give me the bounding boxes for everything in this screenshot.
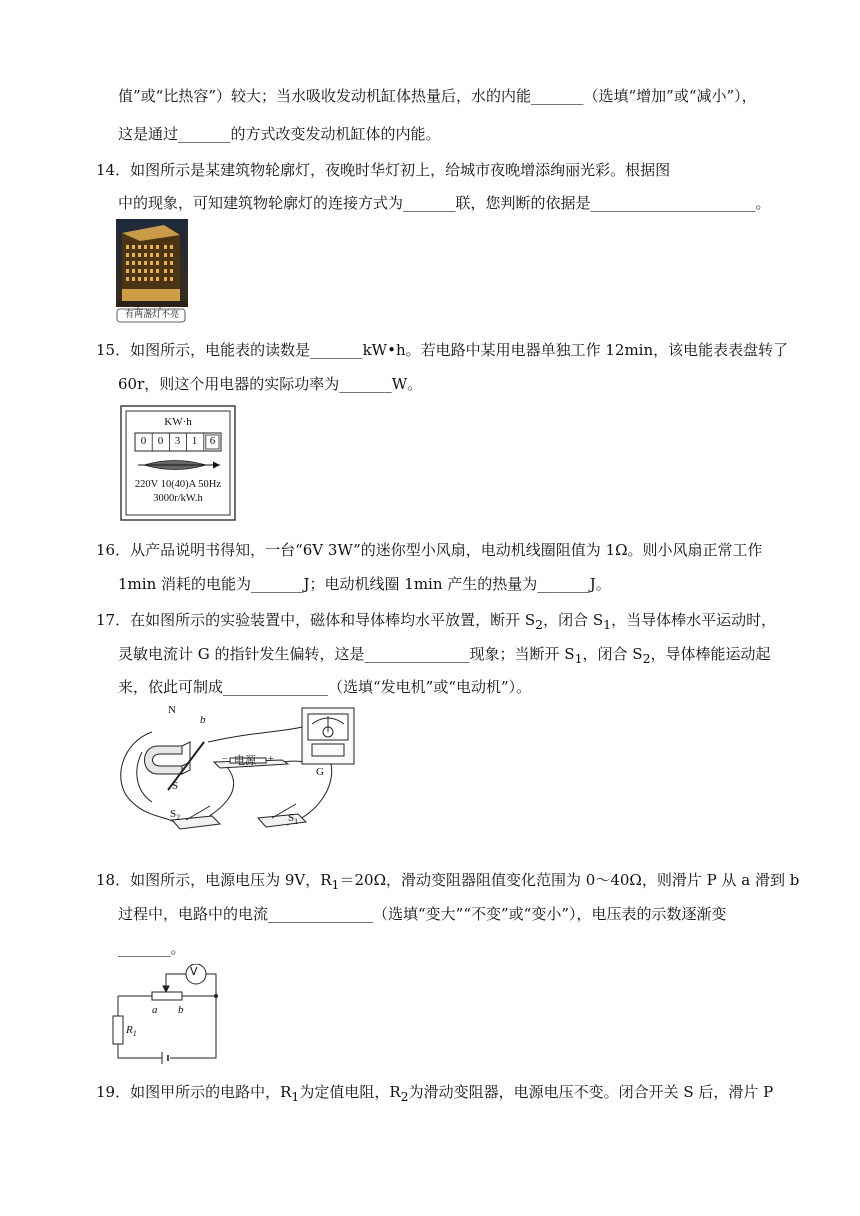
q15-line-1: 15．如图所示，电能表的读数是_______kW•h。若电路中某用电器单独工作 12min，该电能表表盘转了	[96, 341, 789, 359]
power-supply-label: 电源	[234, 754, 256, 767]
induction-apparatus-drawing	[112, 702, 382, 842]
galvanometer-g-label: G	[316, 766, 324, 778]
q13-line-1: 值”或“比热容”）较大；当水吸收发动机缸体热量后，水的内能_______（选填“增加”或“减小”），	[118, 87, 757, 105]
rheostat-circuit-drawing	[112, 964, 224, 1064]
q18-line-1: 18．如图所示，电源电压为 9V，$R_1=20\Omega$，滑动变阻器阻值变化范围为 0～40Ω，则滑片 P 从 a 滑到 b	[96, 871, 800, 892]
q18-line-2: 过程中，电路中的电流______________（选填“变大”“不变”或“变小”），电压表的示数逐渐变	[118, 905, 727, 923]
rheostat-end-b: b	[178, 1004, 184, 1016]
induction-apparatus-figure	[112, 702, 382, 842]
magnet-n-label: N	[168, 704, 176, 716]
rod-b-label: b	[200, 714, 206, 726]
switch-s1-label: $S_1$	[288, 812, 299, 827]
q17-line-1: 17．在如图所示的实验装置中，磁体和导体棒均水平放置，断开 $S_2$，闭合 $S_1$，当导体棒水平运动时，	[96, 611, 777, 632]
meter-digit-5: 6	[209, 435, 216, 447]
resistor-r1-label: $R_1$	[126, 1024, 137, 1039]
q16-line-1: 16．从产品说明书得知，一台“6V 3W”的迷你型小风扇，电动机线圈阻值为 1Ω。则小风扇正常工作	[96, 541, 763, 559]
building-photo	[116, 219, 188, 323]
meter-digit-2: 0	[157, 435, 164, 447]
meter-digit-3: 3	[174, 435, 181, 447]
voltmeter-label: V	[190, 965, 198, 978]
meter-unit: KW·h	[164, 416, 192, 428]
meter-rating: 220V 10(40)A 50Hz	[134, 479, 222, 490]
building-photo-caption: 有两盏灯不亮	[124, 310, 179, 320]
energy-meter-figure	[120, 405, 236, 521]
rheostat-circuit-figure	[112, 964, 224, 1064]
meter-digit-4: 1	[191, 435, 198, 447]
q18-line-3: _______。	[118, 939, 186, 957]
q13-line-2: 这是通过_______的方式改变发动机缸体的内能。	[118, 125, 441, 143]
power-plus-label: +	[268, 754, 274, 765]
meter-revolutions: 3000r/kW.h	[153, 493, 203, 504]
magnet-s-label: S	[172, 780, 179, 792]
q17-line-2: 灵敏电流计 G 的指针发生偏转，这是______________现象；当断开 $S_1$，闭合 $S_2$，导体棒能运动起	[118, 645, 771, 666]
q17-line-3: 来，依此可制成______________（选填“发电机”或“电动机”）。	[118, 678, 532, 696]
q14-line-1: 14．如图所示是某建筑物轮廓灯，夜晚时华灯初上，给城市夜晚增添绚丽光彩。根据图	[96, 161, 671, 179]
q19-line-1: 19．如图甲所示的电路中，$R_1$为定值电阻，$R_2$为滑动变阻器，电源电压不变。闭合开关 S 后，滑片 P	[96, 1083, 774, 1104]
q14-line-2: 中的现象，可知建筑物轮廓灯的连接方式为_______联，您判断的依据是______________________。	[118, 194, 771, 212]
switch-s2-label: $S_2$	[170, 808, 181, 823]
q16-line-2: 1min 消耗的电能为_______J；电动机线圈 1min 产生的热量为_______J。	[118, 575, 611, 593]
meter-digit-1: 0	[140, 435, 147, 447]
q15-line-2: 60r，则这个用电器的实际功率为_______W。	[118, 375, 423, 393]
rheostat-end-a: a	[152, 1004, 158, 1016]
building-photo-figure	[116, 219, 188, 323]
power-minus-label: −	[222, 754, 228, 765]
